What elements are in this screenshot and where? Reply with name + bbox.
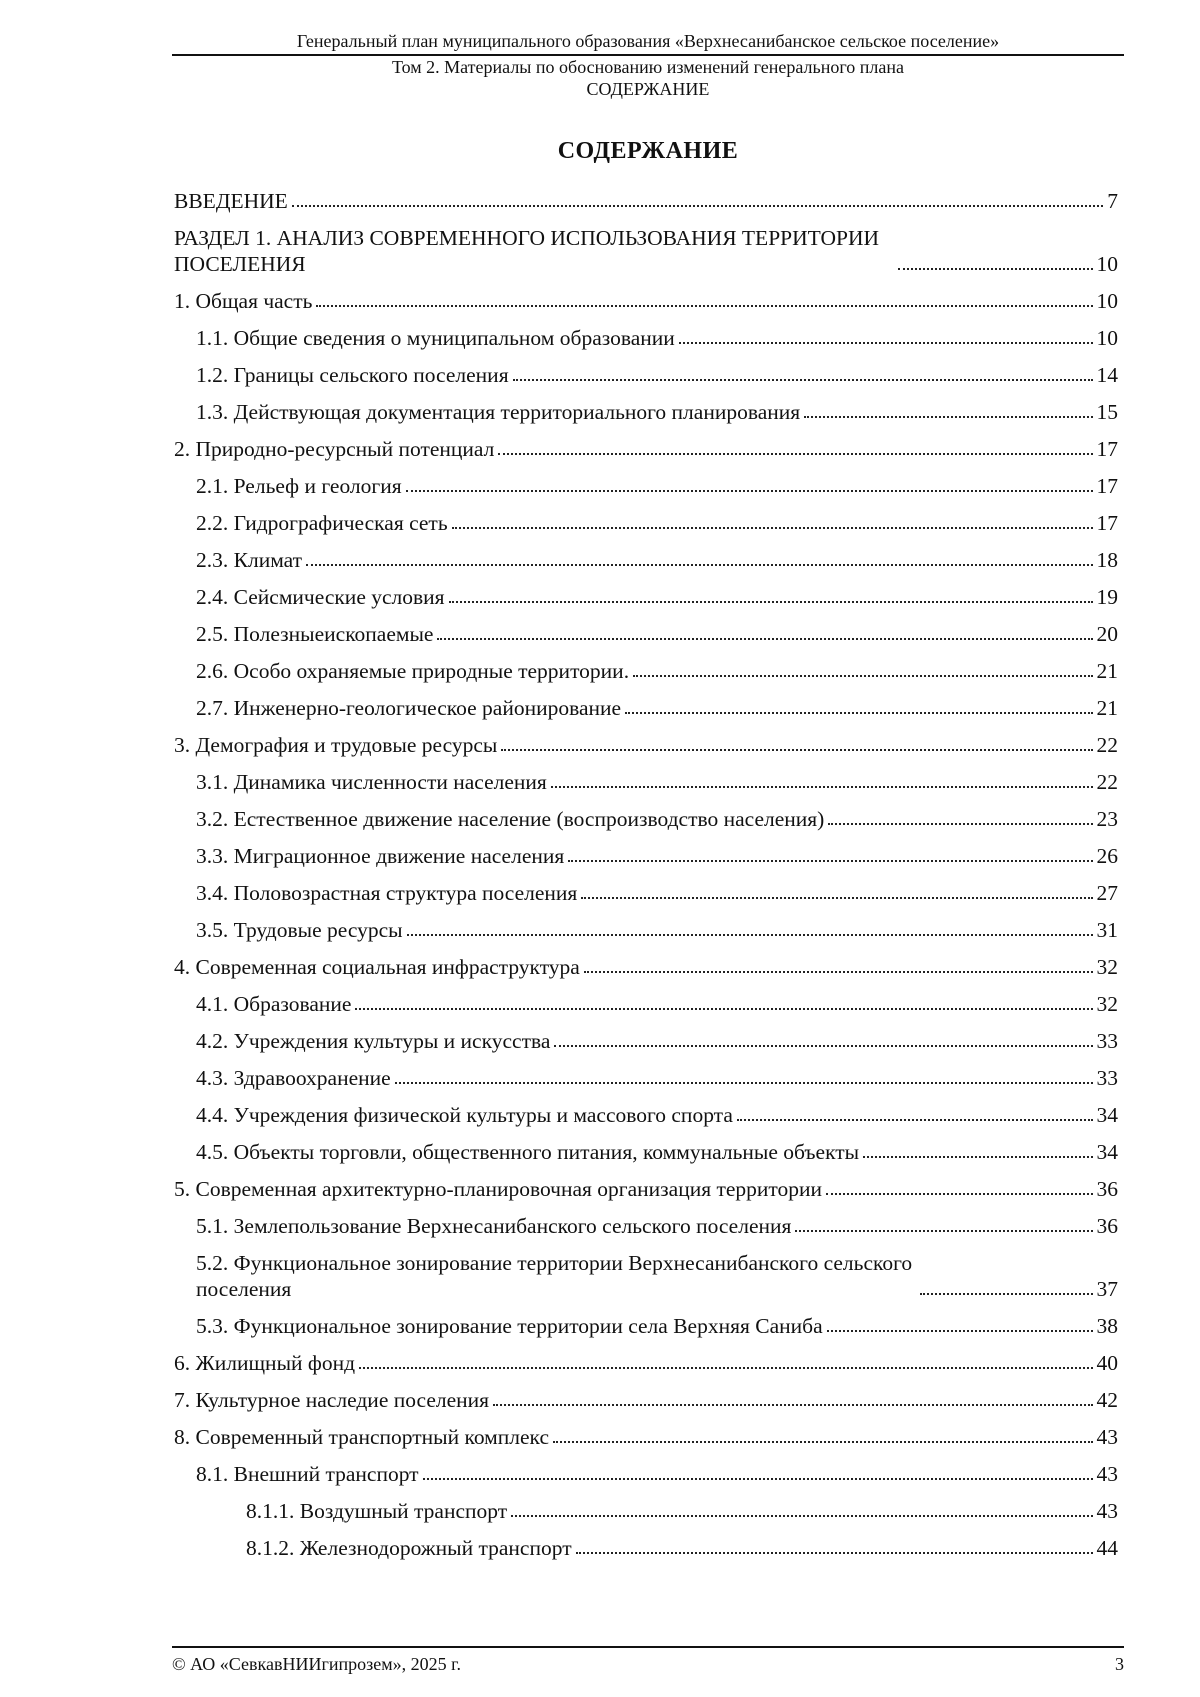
toc-entry-page: 32 xyxy=(1096,955,1118,979)
toc-entry-label: 6. Жилищный фонд xyxy=(174,1351,356,1375)
toc-entry-page: 21 xyxy=(1096,659,1118,683)
toc-entry[interactable] xyxy=(174,658,1118,684)
toc-entry-label: 2.1. Рельеф и геология xyxy=(196,474,402,498)
toc-entry-label: 2.5. Полезныеископаемые xyxy=(196,622,434,646)
toc-dot-leader xyxy=(501,749,1092,751)
toc-entry[interactable] xyxy=(174,1350,1118,1376)
toc-entry[interactable] xyxy=(174,473,1118,499)
toc-entry-label: ВВЕДЕНИЕ xyxy=(174,189,288,213)
toc-dot-leader xyxy=(551,786,1093,788)
toc-entry-page: 22 xyxy=(1096,733,1118,757)
toc-entry-label: 3.2. Естественное движение население (воспроизводство населения) xyxy=(196,807,825,831)
header-line-2: Том 2. Материалы по обоснованию изменений генерального плана xyxy=(391,57,905,77)
toc-dot-leader xyxy=(584,971,1093,973)
toc-entry-page: 36 xyxy=(1096,1177,1118,1201)
toc-entry[interactable] xyxy=(174,547,1118,573)
toc-dot-leader xyxy=(316,305,1092,307)
toc-entry-page: 22 xyxy=(1096,770,1118,794)
toc-entry-page: 34 xyxy=(1096,1103,1118,1127)
toc-entry-label: 8. Современный транспортный комплекс xyxy=(174,1425,550,1449)
toc-entry-page: 15 xyxy=(1096,400,1118,424)
toc-entry-page: 40 xyxy=(1096,1351,1118,1375)
toc-entry-page: 42 xyxy=(1096,1388,1118,1412)
table-of-contents xyxy=(174,188,1118,1572)
toc-entry[interactable] xyxy=(174,225,1118,277)
toc-entry-label: 4.3. Здравоохранение xyxy=(196,1066,391,1090)
toc-entry[interactable] xyxy=(174,917,1118,943)
toc-dot-leader xyxy=(498,453,1092,455)
toc-entry[interactable] xyxy=(174,843,1118,869)
toc-entry-label: 3.4. Половозрастная структура поселения xyxy=(196,881,578,905)
toc-dot-leader xyxy=(449,601,1093,603)
toc-entry-label: 5.3. Функциональное зонирование территории села Верхняя Саниба xyxy=(196,1314,823,1338)
toc-dot-leader xyxy=(898,268,1093,270)
toc-dot-leader xyxy=(737,1119,1093,1121)
toc-dot-leader xyxy=(511,1515,1092,1517)
toc-entry-label: 2.4. Сейсмические условия xyxy=(196,585,445,609)
toc-title: СОДЕРЖАНИЕ xyxy=(557,138,739,164)
toc-entry-label: 1.2. Границы сельского поселения xyxy=(196,363,509,387)
running-header xyxy=(172,30,1124,100)
header-line-3: СОДЕРЖАНИЕ xyxy=(586,79,710,99)
toc-entry[interactable] xyxy=(174,954,1118,980)
toc-dot-leader xyxy=(804,416,1092,418)
toc-dot-leader xyxy=(827,1330,1093,1332)
toc-entry-label: РАЗДЕЛ 1. АНАЛИЗ СОВРЕМЕННОГО ИСПОЛЬЗОВАНИЯ ТЕРРИТОРИИ ПОСЕЛЕНИЯ xyxy=(174,226,880,276)
toc-dot-leader xyxy=(568,860,1092,862)
toc-entry[interactable] xyxy=(174,510,1118,536)
toc-entry-page: 14 xyxy=(1096,363,1118,387)
toc-entry-label: 8.1. Внешний транспорт xyxy=(196,1462,419,1486)
toc-entry[interactable] xyxy=(174,1498,1118,1524)
toc-entry[interactable] xyxy=(174,1313,1118,1339)
toc-dot-leader xyxy=(513,379,1093,381)
toc-entry-label: 8.1.2. Железнодорожный транспорт xyxy=(246,1536,572,1560)
toc-entry-page: 44 xyxy=(1096,1536,1118,1560)
toc-entry-label: 4.2. Учреждения культуры и искусства xyxy=(196,1029,551,1053)
toc-entry[interactable] xyxy=(174,1535,1118,1561)
toc-entry[interactable] xyxy=(174,1250,1118,1302)
toc-entry-page: 34 xyxy=(1096,1140,1118,1164)
toc-entry[interactable] xyxy=(174,880,1118,906)
toc-entry[interactable] xyxy=(174,188,1118,214)
toc-entry-label: 4.5. Объекты торговли, общественного питания, коммунальные объекты xyxy=(196,1140,860,1164)
toc-dot-leader xyxy=(553,1441,1092,1443)
page-footer xyxy=(172,1646,1124,1675)
toc-entry[interactable] xyxy=(174,991,1118,1017)
toc-entry-page: 26 xyxy=(1096,844,1118,868)
toc-entry-label: 3.5. Трудовые ресурсы xyxy=(196,918,403,942)
toc-entry-label: 2.6. Особо охраняемые природные территории. xyxy=(196,659,630,683)
header-line-1: Генеральный план муниципального образования «Верхнесанибанское сельское поселение» xyxy=(172,30,1124,56)
toc-entry-label: 3.3. Миграционное движение населения xyxy=(196,844,565,868)
toc-entry[interactable] xyxy=(174,1102,1118,1128)
toc-dot-leader xyxy=(407,934,1093,936)
toc-entry-label: 3. Демография и трудовые ресурсы xyxy=(174,733,498,757)
toc-entry-page: 33 xyxy=(1096,1066,1118,1090)
toc-entry[interactable] xyxy=(174,362,1118,388)
toc-entry-page: 37 xyxy=(1096,1277,1118,1301)
toc-entry-page: 23 xyxy=(1096,807,1118,831)
toc-dot-leader xyxy=(920,1293,1093,1295)
toc-entry-page: 7 xyxy=(1107,189,1118,213)
toc-entry-label: 8.1.1. Воздушный транспорт xyxy=(246,1499,508,1523)
toc-entry-page: 20 xyxy=(1096,622,1118,646)
toc-entry-label: 1.3. Действующая документация территориального планирования xyxy=(196,400,801,424)
toc-entry-page: 33 xyxy=(1096,1029,1118,1053)
toc-entry-page: 21 xyxy=(1096,696,1118,720)
toc-entry-page: 17 xyxy=(1096,437,1118,461)
toc-entry-label: 5.2. Функциональное зонирование территории Верхнесанибанского сельского поселения xyxy=(196,1251,913,1301)
toc-dot-leader xyxy=(828,823,1092,825)
toc-entry-page: 36 xyxy=(1096,1214,1118,1238)
toc-entry[interactable] xyxy=(174,806,1118,832)
toc-entry[interactable] xyxy=(174,769,1118,795)
toc-entry-page: 43 xyxy=(1096,1425,1118,1449)
toc-entry-page: 38 xyxy=(1096,1314,1118,1338)
footer-copyright: © АО «СевкавНИИгипрозем», 2025 г. xyxy=(172,1654,461,1674)
toc-entry-label: 3.1. Динамика численности населения xyxy=(196,770,547,794)
toc-entry[interactable] xyxy=(174,325,1118,351)
toc-dot-leader xyxy=(581,897,1092,899)
toc-dot-leader xyxy=(437,638,1092,640)
toc-entry-label: 2.3. Климат xyxy=(196,548,303,572)
toc-entry[interactable] xyxy=(174,1424,1118,1450)
toc-dot-leader xyxy=(306,564,1092,566)
toc-entry-page: 43 xyxy=(1096,1499,1118,1523)
toc-entry-label: 4. Современная социальная инфраструктура xyxy=(174,955,580,979)
toc-entry[interactable] xyxy=(174,1176,1118,1202)
toc-entry[interactable] xyxy=(174,288,1118,314)
toc-entry-label: 2.2. Гидрографическая сеть xyxy=(196,511,448,535)
toc-entry-label: 2.7. Инженерно-геологическое районирование xyxy=(196,696,622,720)
toc-entry-page: 18 xyxy=(1096,548,1118,572)
toc-entry-page: 10 xyxy=(1096,252,1118,276)
toc-entry[interactable] xyxy=(174,1139,1118,1165)
toc-entry[interactable] xyxy=(174,1213,1118,1239)
toc-entry-page: 19 xyxy=(1096,585,1118,609)
toc-entry-page: 31 xyxy=(1096,918,1118,942)
toc-entry-label: 5.1. Землепользование Верхнесанибанского сельского поселения xyxy=(196,1214,792,1238)
toc-entry[interactable] xyxy=(174,695,1118,721)
toc-dot-leader xyxy=(355,1008,1092,1010)
toc-dot-leader xyxy=(679,342,1093,344)
toc-entry-page: 17 xyxy=(1096,474,1118,498)
toc-entry-page: 27 xyxy=(1096,881,1118,905)
toc-entry-label: 5. Современная архитектурно-планировочная организация территории xyxy=(174,1177,823,1201)
toc-entry[interactable] xyxy=(174,399,1118,425)
toc-dot-leader xyxy=(576,1552,1093,1554)
toc-entry[interactable] xyxy=(174,1065,1118,1091)
toc-dot-leader xyxy=(292,205,1103,207)
toc-entry[interactable] xyxy=(174,732,1118,758)
toc-dot-leader xyxy=(406,490,1093,492)
toc-entry-page: 17 xyxy=(1096,511,1118,535)
toc-dot-leader xyxy=(795,1230,1092,1232)
toc-entry-page: 32 xyxy=(1096,992,1118,1016)
toc-dot-leader xyxy=(493,1404,1092,1406)
toc-entry[interactable] xyxy=(174,1028,1118,1054)
toc-dot-leader xyxy=(395,1082,1093,1084)
toc-dot-leader xyxy=(452,527,1093,529)
toc-entry-label: 4.4. Учреждения физической культуры и массового спорта xyxy=(196,1103,733,1127)
toc-entry[interactable] xyxy=(174,1387,1118,1413)
toc-entry-label: 1.1. Общие сведения о муниципальном образовании xyxy=(196,326,675,350)
toc-dot-leader xyxy=(633,675,1092,677)
toc-entry[interactable] xyxy=(174,621,1118,647)
toc-dot-leader xyxy=(863,1156,1092,1158)
toc-dot-leader xyxy=(625,712,1092,714)
toc-entry-page: 10 xyxy=(1096,326,1118,350)
footer-page-number: 3 xyxy=(1115,1654,1124,1674)
toc-dot-leader xyxy=(423,1478,1093,1480)
toc-entry-label: 1. Общая часть xyxy=(174,289,313,313)
toc-entry[interactable] xyxy=(174,436,1118,462)
toc-entry-label: 2. Природно-ресурсный потенциал xyxy=(174,437,495,461)
toc-entry[interactable] xyxy=(174,1461,1118,1487)
toc-entry[interactable] xyxy=(174,584,1118,610)
toc-dot-leader xyxy=(826,1193,1092,1195)
toc-entry-page: 43 xyxy=(1096,1462,1118,1486)
toc-dot-leader xyxy=(554,1045,1092,1047)
toc-entry-label: 4.1. Образование xyxy=(196,992,352,1016)
toc-entry-label: 7. Культурное наследие поселения xyxy=(174,1388,490,1412)
toc-entry-page: 10 xyxy=(1096,289,1118,313)
toc-dot-leader xyxy=(359,1367,1092,1369)
